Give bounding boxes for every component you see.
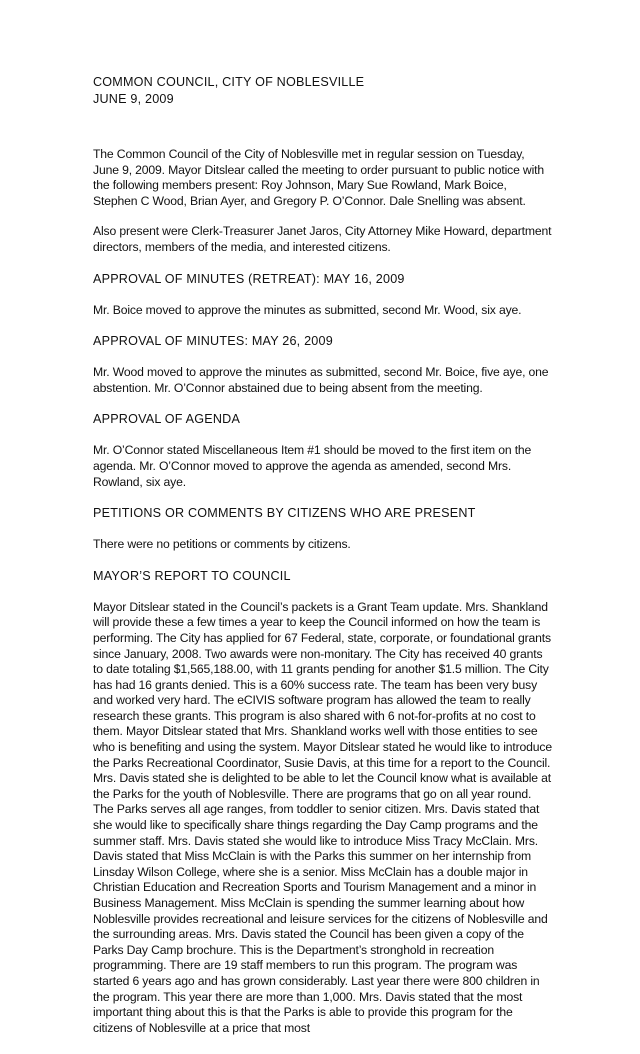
petitions-paragraph: There were no petitions or comments by citizens. bbox=[93, 537, 351, 552]
document-date: JUNE 9, 2009 bbox=[93, 92, 174, 106]
petitions-heading: PETITIONS OR COMMENTS BY CITIZENS WHO ARE PRESENT bbox=[93, 506, 476, 521]
minutes-document bbox=[93, 74, 553, 1036]
document-title: COMMON COUNCIL, CITY OF NOBLESVILLE bbox=[93, 75, 365, 89]
minutes-heading: APPROVAL OF MINUTES: MAY 26, 2009 bbox=[93, 334, 333, 349]
agenda-paragraph: Mr. O’Connor stated Miscellaneous Item #1 should be moved to the first item on the agenda. Mr. O’Connor moved to approve the agenda as amended, second Mrs. Rowland, six aye. bbox=[93, 443, 532, 489]
agenda-heading: APPROVAL OF AGENDA bbox=[93, 412, 241, 427]
retreat-minutes-heading: APPROVAL OF MINUTES (RETREAT): MAY 16, 2009 bbox=[93, 271, 405, 286]
mayor-report-paragraph: Mayor Ditslear stated in the Council’s packets is a Grant Team update. Mrs. Shankland will provide these a few times a year to keep the Council informed on how the team is performing. The City has applied for 67 Federal, state, corporate, or foundational grants since January, 2008. Two awards were non-monitary. The City has received 40 grants to date totaling $1,565,188.00, with 11 grants pending for another $1.5 million. The City has had 16 grants denied. This is a 60% success rate. The team has been very busy and worked very hard. The eCIVIS software program has allowed the team to really research these grants. This program is also shared with 6 not-for-profits at no cost to them. Mayor Ditslear stated that Mrs. Shankland works well with those entities to see who is benefiting and using the system. Mayor Ditslear stated he would like to introduce the Parks Recreational Coordinator, Susie Davis, at this time for a report to the Council. Mrs. Davis stated she is delighted to be able to let the Council know what is available at the Parks for the youth of Noblesville. There are programs that go on all year round. The Parks serves all age ranges, from toddler to senior citizen. Mrs. Davis stated that she would like to specifically share things regarding the Day Camp programs and the summer staff. Mrs. Davis stated she would like to introduce Miss Tracy McClain. Mrs. Davis stated that Miss McClain is with the Parks this summer on her internship from Linsday Wilson College, where she is a senior. Miss McClain has a double major in Christian Education and Recreation Sports and Tourism Management and a minor in Business Management. Miss McClain is spending the summer learning about how Noblesville provides recreational and leisure services for the citizens of Noblesville and the surrounding areas. Mrs. Davis stated the Council has been given a copy of the Parks Day Camp brochure. This is the Department’s stronghold in recreation programming. There are 19 staff members to run this program. The program was started 6 years ago and has grown considerably. Last year there were 800 children in the program. This year there are more than 1,000. Mrs. Davis stated that the most important thing about this is that the Parks is able to provide this program for the citizens of Noblesville at a price that most bbox=[93, 599, 552, 1035]
mayor-report-heading: MAYOR’S REPORT TO COUNCIL bbox=[93, 568, 291, 583]
minutes-paragraph: Mr. Wood moved to approve the minutes as submitted, second Mr. Boice, five aye, one abstention. Mr. O’Connor abstained due to being absent from the meeting. bbox=[93, 365, 549, 395]
also-present-paragraph: Also present were Clerk-Treasurer Janet Jaros, City Attorney Mike Howard, department directors, members of the media, and interested citizens. bbox=[93, 224, 552, 254]
retreat-minutes-paragraph: Mr. Boice moved to approve the minutes as submitted, second Mr. Wood, six aye. bbox=[93, 302, 522, 317]
intro-paragraph: The Common Council of the City of Noblesville met in regular session on Tuesday, June 9, 2009. Mayor Ditslear called the meeting to order pursuant to public notice with the following members present: Roy Johnson, Mary Sue Rowland, Mark Boice, Stephen C Wood, Brian Ayer, and Gregory P. O’Connor. Dale Snelling was absent. bbox=[93, 147, 545, 208]
